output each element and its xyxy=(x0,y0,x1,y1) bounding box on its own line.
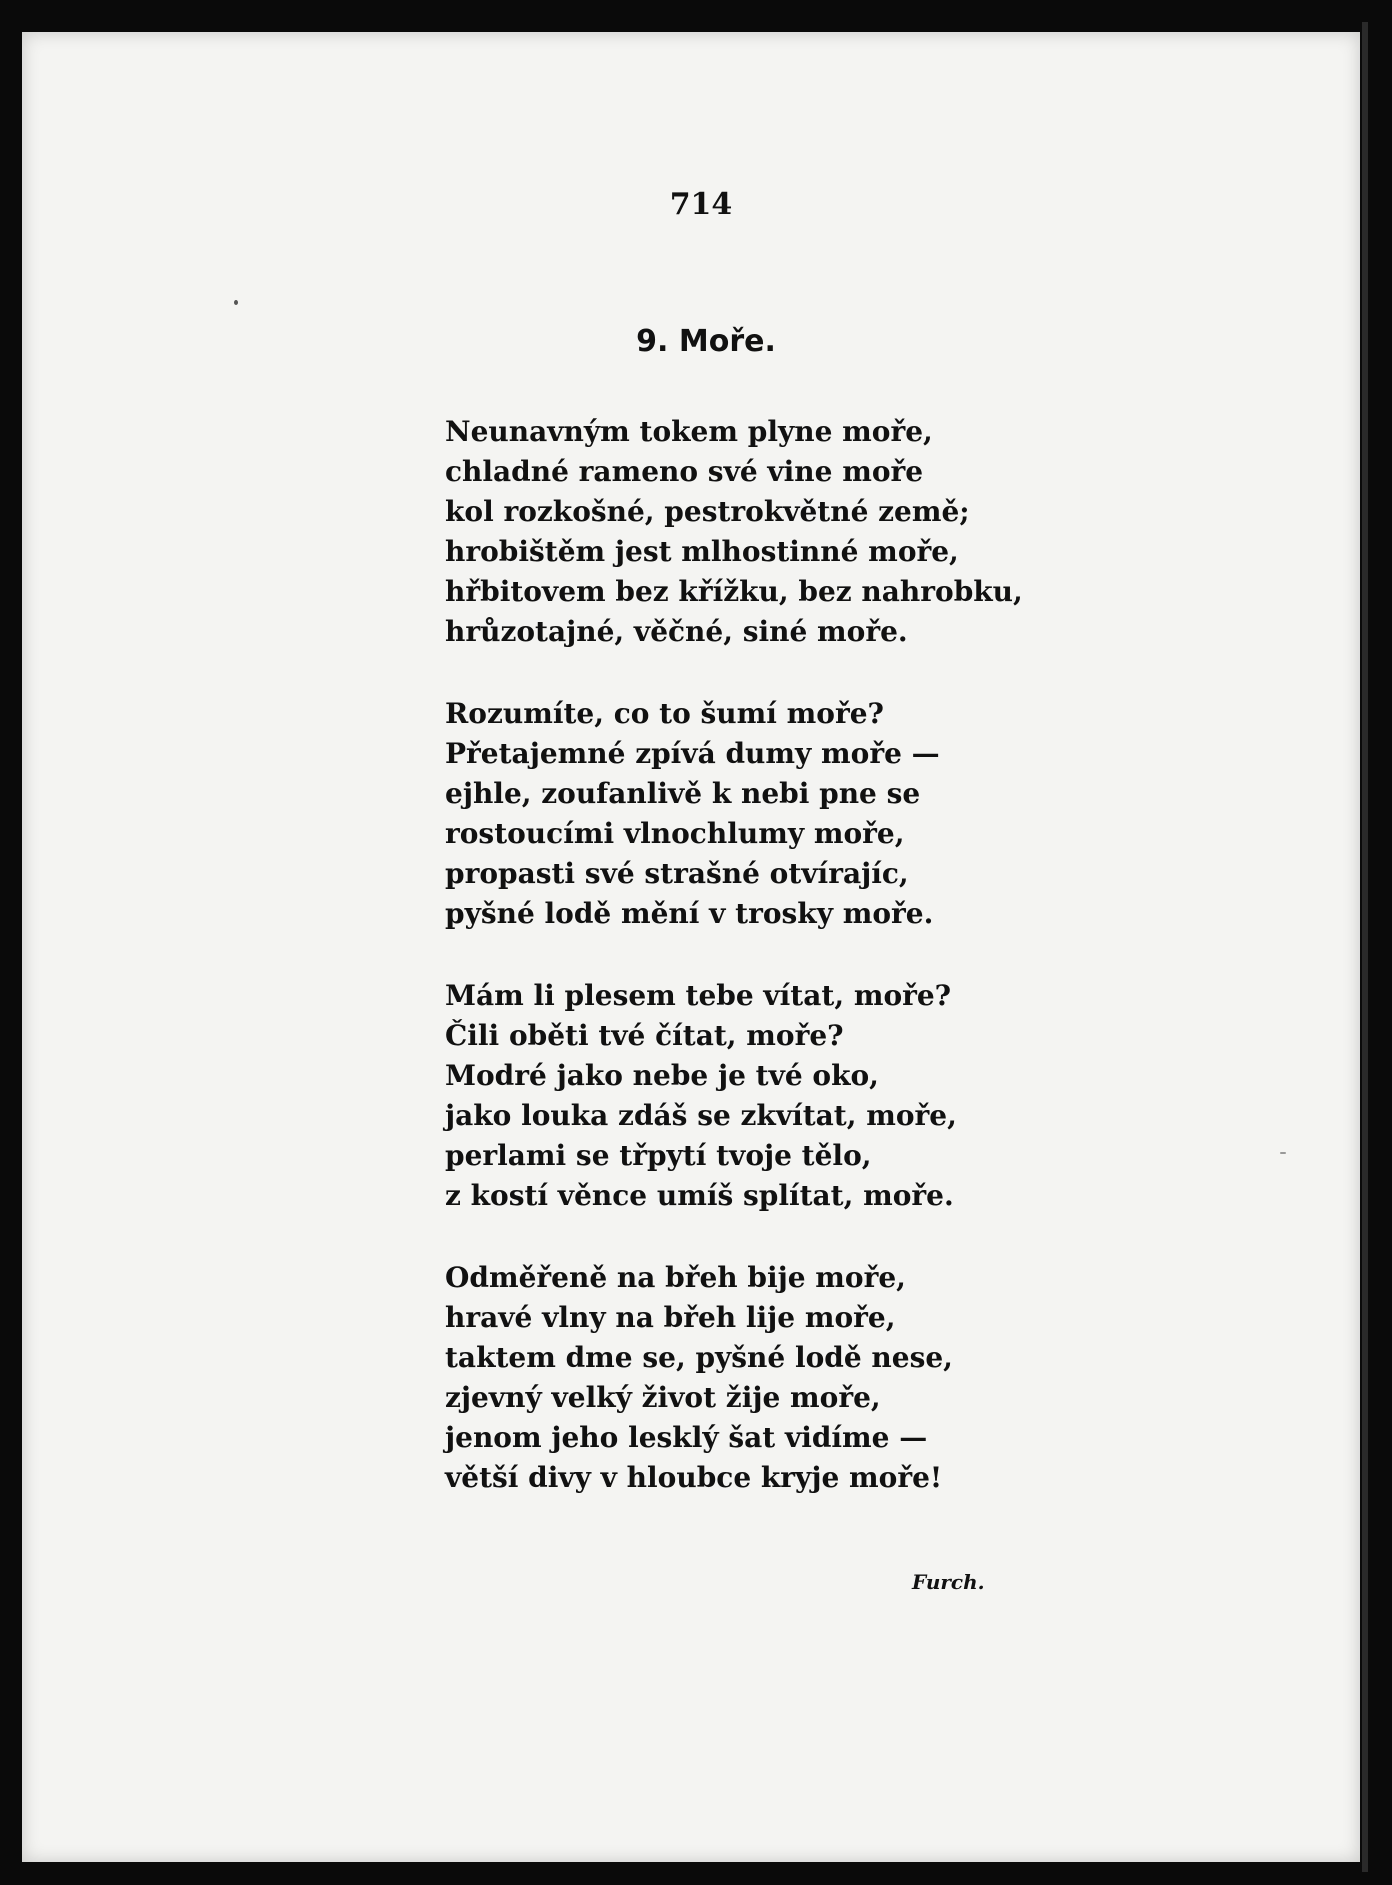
author-signature: Furch. xyxy=(912,1570,985,1594)
dust-speck xyxy=(1280,1152,1286,1154)
stanza-3 xyxy=(445,976,1085,1216)
stanza-4 xyxy=(445,1258,1085,1498)
poem-line: propasti své strašné otvírajíc, xyxy=(445,857,909,890)
poem-line: Modré jako nebe je tvé oko, xyxy=(445,1059,879,1092)
poem-line: větší divy v hloubce kryje moře! xyxy=(445,1461,943,1494)
poem-line: Odměřeně na břeh bije moře, xyxy=(445,1261,906,1294)
poem-body xyxy=(445,412,1085,1540)
poem-line: rostoucími vlnochlumy moře, xyxy=(445,817,905,850)
poem-line: hravé vlny na břeh lije moře, xyxy=(445,1301,896,1334)
poem-line: hřbitovem bez křížku, bez nahrobku, xyxy=(445,575,1023,608)
poem-line: z kostí věnce umíš splítat, moře. xyxy=(445,1179,954,1212)
poem-line: hrobištěm jest mlhostinné moře, xyxy=(445,535,959,568)
poem-line: jenom jeho lesklý šat vidíme — xyxy=(445,1421,928,1454)
poem-line: pyšné lodě mění v trosky moře. xyxy=(445,897,934,930)
poem-line: hrůzotajné, věčné, siné moře. xyxy=(445,615,908,648)
poem-line: Přetajemné zpívá dumy moře — xyxy=(445,737,940,770)
stanza-2 xyxy=(445,694,1085,934)
poem-line: Rozumíte, co to šumí moře? xyxy=(445,697,884,730)
poem-line: Čili oběti tvé čítat, moře? xyxy=(445,1019,844,1052)
poem-line: jako louka zdáš se zkvítat, moře, xyxy=(445,1099,957,1132)
book-page xyxy=(22,32,1360,1862)
poem-line: kol rozkošné, pestrokvětné země; xyxy=(445,495,970,528)
stanza-1 xyxy=(445,412,1085,652)
dust-speck xyxy=(234,300,238,305)
poem-line: ejhle, zoufanlivě k nebi pne se xyxy=(445,777,921,810)
page-edge-shadow xyxy=(1362,22,1368,1872)
poem-line: perlami se třpytí tvoje tělo, xyxy=(445,1139,872,1172)
poem-title: 9. Moře. xyxy=(636,324,776,359)
poem-line: zjevný velký život žije moře, xyxy=(445,1381,881,1414)
page-number: 714 xyxy=(669,187,733,222)
poem-line: chladné rameno své vine moře xyxy=(445,455,924,488)
poem-line: Neunavným tokem plyne moře, xyxy=(445,415,933,448)
poem-line: Mám li plesem tebe vítat, moře? xyxy=(445,979,952,1012)
poem-line: taktem dme se, pyšné lodě nese, xyxy=(445,1341,953,1374)
